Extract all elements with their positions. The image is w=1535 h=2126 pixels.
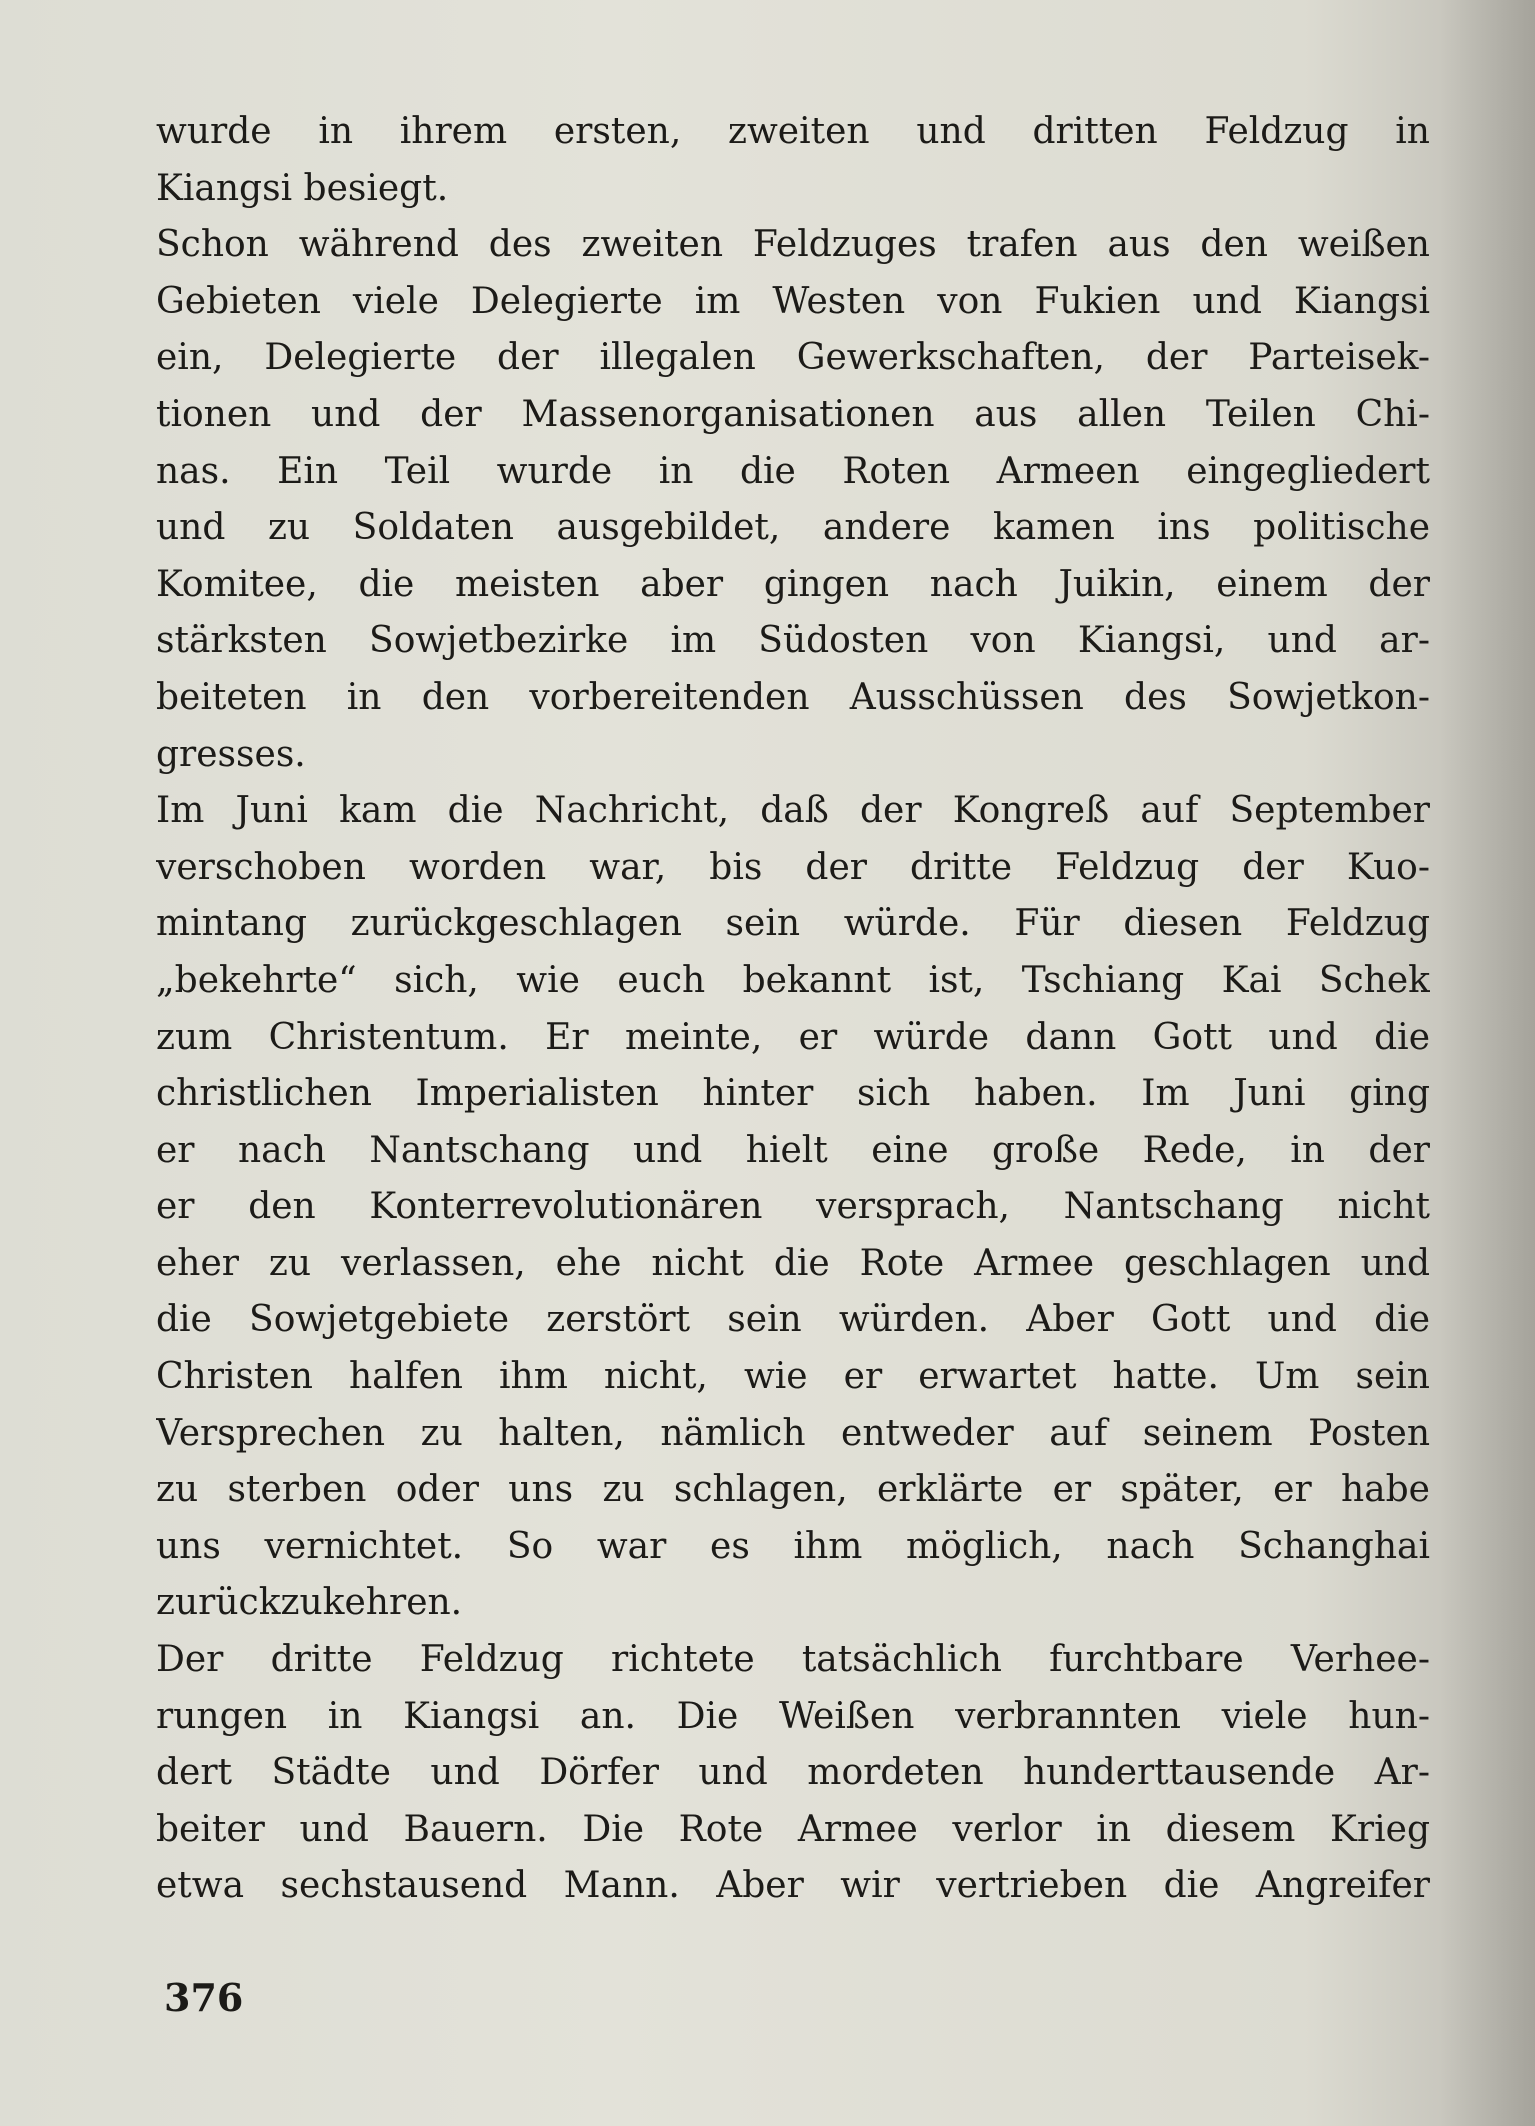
text-line: er nach Nantschang und hielt eine große Rede, in der — [156, 1129, 1430, 1171]
text-line: ein, Delegierte der illegalen Gewerkschaften, der Parteisek- — [156, 337, 1430, 379]
body-text — [156, 104, 1430, 1915]
text-line: Versprechen zu halten, nämlich entweder auf seinem Posten — [156, 1412, 1430, 1454]
text-line: tionen und der Massenorganisationen aus allen Teilen Chi- — [156, 393, 1430, 435]
text-line: zum Christentum. Er meinte, er würde dann Gott und die — [156, 1016, 1430, 1058]
text-line: beiter und Bauern. Die Rote Armee verlor in diesem Krieg — [156, 1808, 1430, 1850]
text-line: Der dritte Feldzug richtete tatsächlich furchtbare Verhee- — [156, 1639, 1430, 1681]
text-line: „bekehrte“ sich, wie euch bekannt ist, Tschiang Kai Schek — [156, 959, 1430, 1001]
page-edge-shadow — [1440, 0, 1535, 2126]
text-line: verschoben worden war, bis der dritte Feldzug der Kuo- — [156, 846, 1430, 888]
text-line: Kiangsi besiegt. — [156, 167, 449, 209]
text-line: wurde in ihrem ersten, zweiten und dritten Feldzug in — [156, 111, 1430, 152]
text-line: beiteten in den vorbereitenden Ausschüssen des Sowjetkon- — [156, 676, 1430, 718]
text-line: er den Konterrevolutionären versprach, Nantschang nicht — [156, 1186, 1430, 1228]
text-line: etwa sechstausend Mann. Aber wir vertrieben die Angreifer — [156, 1865, 1430, 1907]
text-line: und zu Soldaten ausgebildet, andere kamen ins politische — [156, 507, 1430, 549]
text-line: christlichen Imperialisten hinter sich haben. Im Juni ging — [156, 1073, 1430, 1115]
text-line: rungen in Kiangsi an. Die Weißen verbrannten viele hun- — [156, 1695, 1430, 1737]
text-line: uns vernichtet. So war es ihm möglich, nach Schanghai — [156, 1525, 1430, 1567]
text-line: nas. Ein Teil wurde in die Roten Armeen eingegliedert — [156, 450, 1430, 492]
text-line: die Sowjetgebiete zerstört sein würden. Aber Gott und die — [156, 1299, 1430, 1341]
text-line: zurückzukehren. — [156, 1582, 463, 1624]
text-line: stärksten Sowjetbezirke im Südosten von Kiangsi, und ar- — [156, 620, 1430, 662]
page-number: 376 — [164, 1975, 244, 2020]
text-line: eher zu verlassen, ehe nicht die Rote Armee geschlagen und — [156, 1242, 1430, 1284]
text-line: Christen halfen ihm nicht, wie er erwartet hatte. Um sein — [156, 1356, 1430, 1398]
text-line: Gebieten viele Delegierte im Westen von Fukien und Kiangsi — [156, 280, 1430, 322]
text-line: Schon während des zweiten Feldzuges trafen aus den weißen — [156, 224, 1430, 266]
text-line: gresses. — [156, 733, 306, 775]
text-line: Komitee, die meisten aber gingen nach Juikin, einem der — [156, 563, 1430, 605]
text-line: dert Städte und Dörfer und mordeten hunderttausende Ar- — [156, 1752, 1430, 1794]
text-line: zu sterben oder uns zu schlagen, erklärte er später, er habe — [156, 1469, 1430, 1511]
text-line: Im Juni kam die Nachricht, daß der Kongreß auf September — [156, 790, 1430, 832]
text-line: mintang zurückgeschlagen sein würde. Für diesen Feldzug — [156, 903, 1430, 945]
